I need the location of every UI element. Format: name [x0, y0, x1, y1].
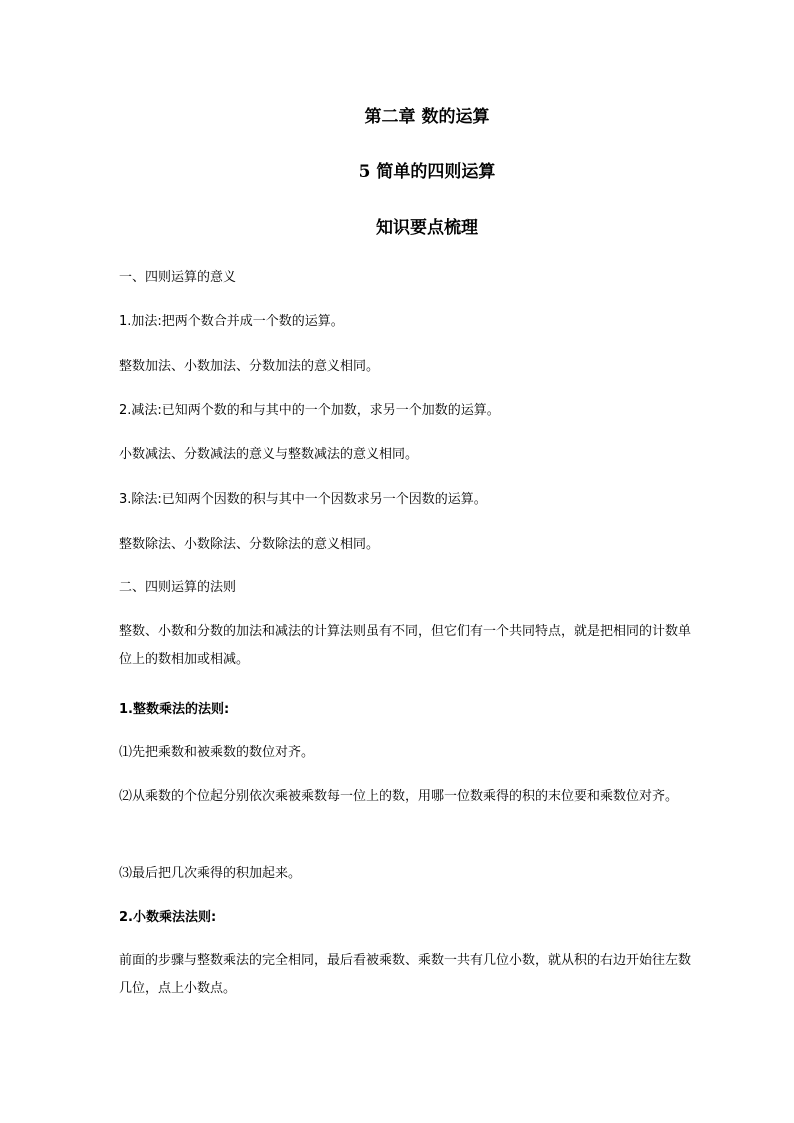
heading-rules: 二、四则运算的法则 [119, 580, 237, 595]
paragraph-division-note: 整数除法、小数除法、分数除法的意义相同。 [119, 537, 380, 552]
paragraph-subtraction-note: 小数减法、分数减法的意义与整数减法的意义相同。 [119, 447, 419, 462]
heading-decimal-multiplication: 2.小数乘法法则: [119, 910, 217, 925]
section-title: 5 简单的四则运算 [358, 162, 496, 182]
subtitle: 知识要点梳理 [376, 218, 478, 238]
paragraph-add-subtract-rule: 整数、小数和分数的加法和减法的计算法则虽有不同，但它们有一个共同特点，就是把相同的计数单位上的数相加或相减。 [119, 624, 692, 667]
paragraph-decimal-multiplication-rule: 前面的步骤与整数乘法的完全相同，最后看被乘数、乘数一共有几位小数，就从积的右边开始往左数几位，点上小数点。 [119, 953, 692, 996]
heading-integer-multiplication: 1.整数乘法的法则: [119, 702, 230, 717]
paragraph-addition-note: 整数加法、小数加法、分数加法的意义相同。 [119, 359, 380, 374]
list-item-step-2: ⑵从乘数的个位起分别依次乘被乘数每一位上的数，用哪一位数乘得的积的末位要和乘数位对齐。 [119, 789, 679, 804]
paragraph-addition: 1.加法:把两个数合并成一个数的运算。 [119, 314, 344, 329]
paragraph-subtraction: 2.减法:已知两个数的和与其中的一个加数，求另一个加数的运算。 [119, 403, 500, 418]
chapter-title: 第二章 数的运算 [364, 107, 490, 127]
list-item-step-1: ⑴先把乘数和被乘数的数位对齐。 [119, 745, 315, 760]
paragraph-division: 3.除法:已知两个因数的积与其中一个因数求另一个因数的运算。 [119, 492, 487, 507]
list-item-step-3: ⑶最后把几次乘得的积加起来。 [119, 866, 302, 881]
heading-meaning: 一、四则运算的意义 [119, 270, 237, 285]
